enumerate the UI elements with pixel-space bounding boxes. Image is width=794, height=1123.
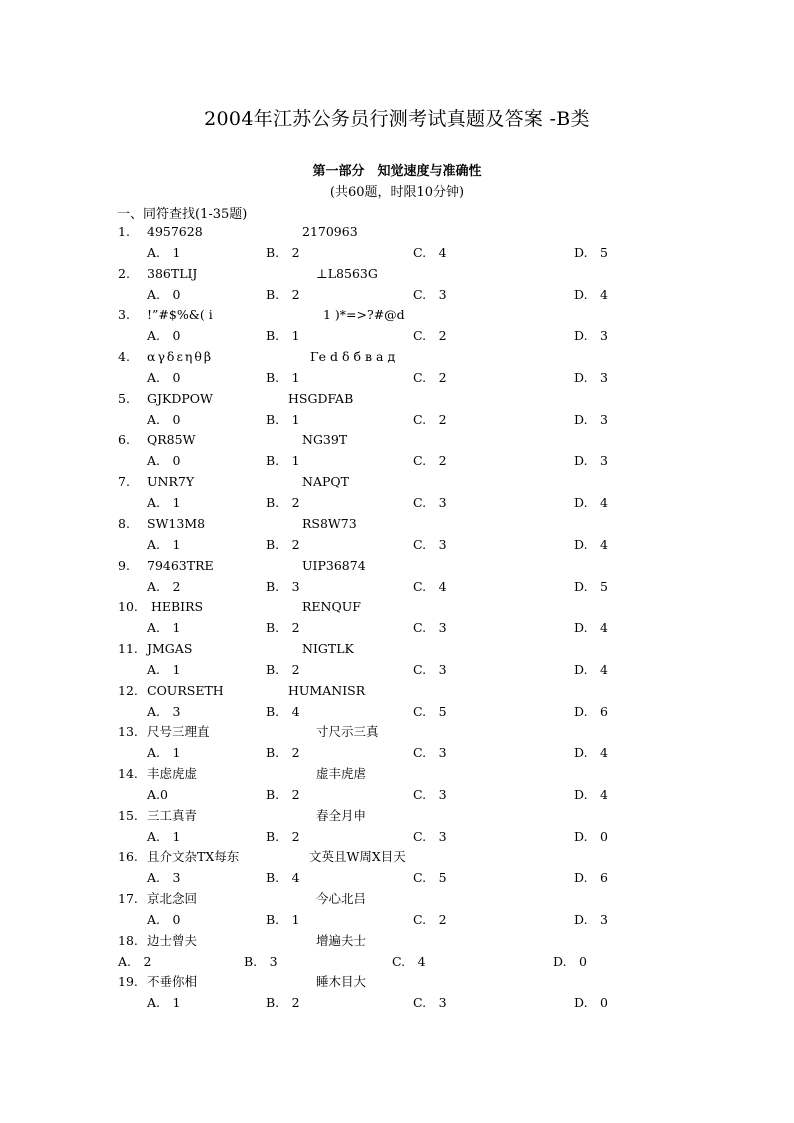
option-c: C. 4	[392, 953, 426, 969]
question-number: 19.	[118, 974, 138, 990]
option-c: C. 3	[413, 786, 447, 802]
option-a: A. 1	[147, 536, 181, 552]
question-left-string: 79463TRE	[147, 557, 214, 573]
question-item	[0, 639, 794, 681]
option-b: B. 2	[266, 620, 300, 636]
option-d: D. 4	[574, 286, 609, 302]
option-a: A. 3	[147, 703, 181, 719]
question-item	[0, 889, 794, 931]
question-right-string: 虚丰虎虐	[316, 765, 367, 781]
question-right-string: 寸尺示三真	[316, 724, 379, 740]
question-number: 7.	[118, 474, 130, 490]
question-left-string: 尺号三理直	[147, 724, 210, 740]
option-d: D. 3	[574, 912, 609, 927]
question-number: 16.	[118, 849, 138, 865]
question-item	[0, 514, 794, 556]
question-number: 8.	[118, 515, 130, 531]
question-item	[0, 430, 794, 472]
option-a: A. 1	[147, 745, 181, 761]
question-list	[0, 222, 794, 1014]
option-b: B. 2	[266, 495, 300, 511]
part-heading: 一、同符查找(1-35题)	[117, 207, 248, 222]
question-item	[0, 722, 794, 764]
option-b: B. 1	[266, 912, 300, 927]
question-right-string: HSGDFAB	[288, 390, 354, 406]
question-right-string: RENQUF	[302, 599, 361, 615]
question-right-string: NAPQT	[302, 474, 349, 490]
option-c: C. 2	[413, 328, 447, 344]
question-left-string: αγδεηθβ	[147, 349, 214, 365]
option-d: D. 5	[574, 245, 609, 260]
question-number: 9.	[118, 557, 130, 573]
question-right-string: 文英且W周X目天	[309, 849, 406, 865]
option-b: B. 4	[266, 703, 300, 719]
question-right-string: Γe d δ б в а д	[310, 349, 396, 365]
option-b: B. 1	[266, 370, 300, 386]
question-number: 10.	[118, 599, 138, 615]
option-c: C. 3	[413, 620, 447, 636]
option-a: A. 0	[147, 286, 181, 302]
option-a: A.0	[147, 786, 168, 802]
question-right-string: NG39T	[302, 432, 348, 448]
option-a: A. 2	[147, 578, 181, 594]
question-right-string: RS8W73	[302, 515, 357, 531]
question-number: 2.	[118, 265, 130, 281]
option-b: B. 2	[266, 786, 300, 802]
question-right-string: 今心北吕	[316, 891, 367, 906]
option-a: A. 3	[147, 870, 181, 886]
question-item	[0, 347, 794, 389]
option-b: B. 2	[266, 828, 300, 844]
option-a: A. 1	[147, 828, 181, 844]
option-c: C. 3	[413, 495, 447, 511]
question-right-string: UIP36874	[302, 557, 366, 573]
question-left-string: SW13M8	[147, 515, 206, 531]
option-c: C. 3	[413, 286, 447, 302]
option-c: C. 2	[413, 411, 447, 427]
option-c: C. 3	[413, 536, 447, 552]
question-right-string: ⊥L8563G	[316, 265, 378, 281]
option-a: A. 0	[147, 328, 181, 344]
question-right-string: HUMANISR	[288, 682, 366, 698]
question-left-string: 三工真青	[147, 807, 198, 823]
question-right-string: NIGTLK	[302, 640, 354, 656]
option-b: B. 1	[266, 328, 300, 344]
question-left-string: GJKDPOW	[147, 390, 213, 406]
option-c: C. 5	[413, 870, 447, 886]
question-left-string: 且介文杂TX每东	[147, 849, 240, 865]
option-b: B. 2	[266, 286, 300, 302]
question-item	[0, 764, 794, 806]
question-left-string: HEBIRS	[147, 599, 204, 615]
question-right-string: 增遍夫士	[316, 932, 367, 948]
question-left-string: JMGAS	[147, 640, 193, 656]
option-b: B. 1	[266, 453, 300, 469]
question-item	[0, 806, 794, 848]
question-left-string: 4957628	[147, 224, 203, 239]
option-d: D. 4	[574, 745, 609, 761]
section-subtitle: (共60题，时限10分钟)	[329, 185, 465, 200]
question-item	[0, 222, 794, 264]
question-number: 13.	[118, 724, 138, 740]
option-d: D. 0	[553, 953, 588, 969]
question-number: 6.	[118, 432, 130, 448]
option-a: A. 0	[147, 453, 181, 469]
option-c: C. 3	[413, 661, 447, 677]
option-c: C. 3	[413, 828, 447, 844]
question-item	[0, 681, 794, 723]
document-title: 2004年江苏公务员行测考试真题及答案 -B类	[204, 108, 590, 130]
question-right-string: 睡木目大	[316, 974, 367, 990]
question-number: 3.	[118, 307, 130, 323]
option-b: B. 3	[266, 578, 300, 594]
option-d: D. 4	[574, 661, 609, 677]
question-item	[0, 556, 794, 598]
option-a: A. 1	[147, 495, 181, 511]
question-number: 11.	[118, 640, 138, 656]
question-number: 17.	[118, 891, 138, 906]
option-a: A. 1	[147, 620, 181, 636]
section-heading: 第一部分 知觉速度与准确性	[312, 164, 482, 179]
question-left-string: 丰虑虎虚	[147, 765, 198, 781]
question-number: 12.	[118, 682, 138, 698]
option-c: C. 2	[413, 453, 447, 469]
option-b: B. 2	[266, 536, 300, 552]
option-a: A. 2	[118, 953, 152, 969]
question-left-string: COURSETH	[147, 682, 224, 698]
option-c: C. 3	[413, 745, 447, 761]
option-c: C. 2	[413, 912, 447, 927]
option-a: A. 0	[147, 912, 181, 927]
option-c: C. 4	[413, 578, 447, 594]
option-d: D. 5	[574, 578, 609, 594]
question-left-string: 不垂你相	[147, 974, 198, 990]
option-b: B. 2	[266, 245, 300, 260]
question-right-string: 1 )*=>?#@d	[323, 307, 405, 323]
option-d: D. 6	[574, 703, 609, 719]
option-b: B. 2	[266, 661, 300, 677]
question-right-string: 2170963	[302, 224, 358, 239]
question-number: 5.	[118, 390, 130, 406]
option-a: A. 1	[147, 995, 181, 1011]
option-a: A. 0	[147, 370, 181, 386]
option-c: C. 2	[413, 370, 447, 386]
option-a: A. 1	[147, 245, 181, 260]
option-d: D. 4	[574, 620, 609, 636]
question-item	[0, 972, 794, 1014]
question-right-string: 春全月申	[316, 807, 367, 823]
option-d: D. 4	[574, 536, 609, 552]
question-item	[0, 305, 794, 347]
question-item	[0, 597, 794, 639]
question-left-string: QR85W	[147, 432, 196, 448]
option-d: D. 4	[574, 786, 609, 802]
question-item	[0, 847, 794, 889]
option-d: D. 3	[574, 453, 609, 469]
option-c: C. 5	[413, 703, 447, 719]
option-d: D. 0	[574, 828, 609, 844]
option-d: D. 3	[574, 411, 609, 427]
question-left-string: UNR7Y	[147, 474, 195, 490]
option-c: C. 3	[413, 995, 447, 1011]
question-left-string: 386TLIJ	[147, 265, 198, 281]
option-c: C. 4	[413, 245, 447, 260]
question-left-string: 京北念回	[147, 891, 198, 906]
option-d: D. 0	[574, 995, 609, 1011]
question-left-string: !”#$%&( i	[147, 307, 213, 323]
option-b: B. 4	[266, 870, 300, 886]
question-left-string: 边士曾夫	[147, 932, 198, 948]
question-item	[0, 389, 794, 431]
option-b: B. 3	[244, 953, 278, 969]
option-b: B. 2	[266, 995, 300, 1011]
option-d: D. 4	[574, 495, 609, 511]
option-a: A. 0	[147, 411, 181, 427]
option-d: D. 3	[574, 370, 609, 386]
question-number: 18.	[118, 932, 138, 948]
question-number: 1.	[118, 224, 130, 239]
option-b: B. 1	[266, 411, 300, 427]
question-number: 15.	[118, 807, 138, 823]
option-d: D. 6	[574, 870, 609, 886]
question-item	[0, 264, 794, 306]
question-number: 14.	[118, 765, 138, 781]
option-d: D. 3	[574, 328, 609, 344]
question-number: 4.	[118, 349, 130, 365]
option-a: A. 1	[147, 661, 181, 677]
question-item	[0, 472, 794, 514]
question-item	[0, 931, 794, 973]
option-b: B. 2	[266, 745, 300, 761]
